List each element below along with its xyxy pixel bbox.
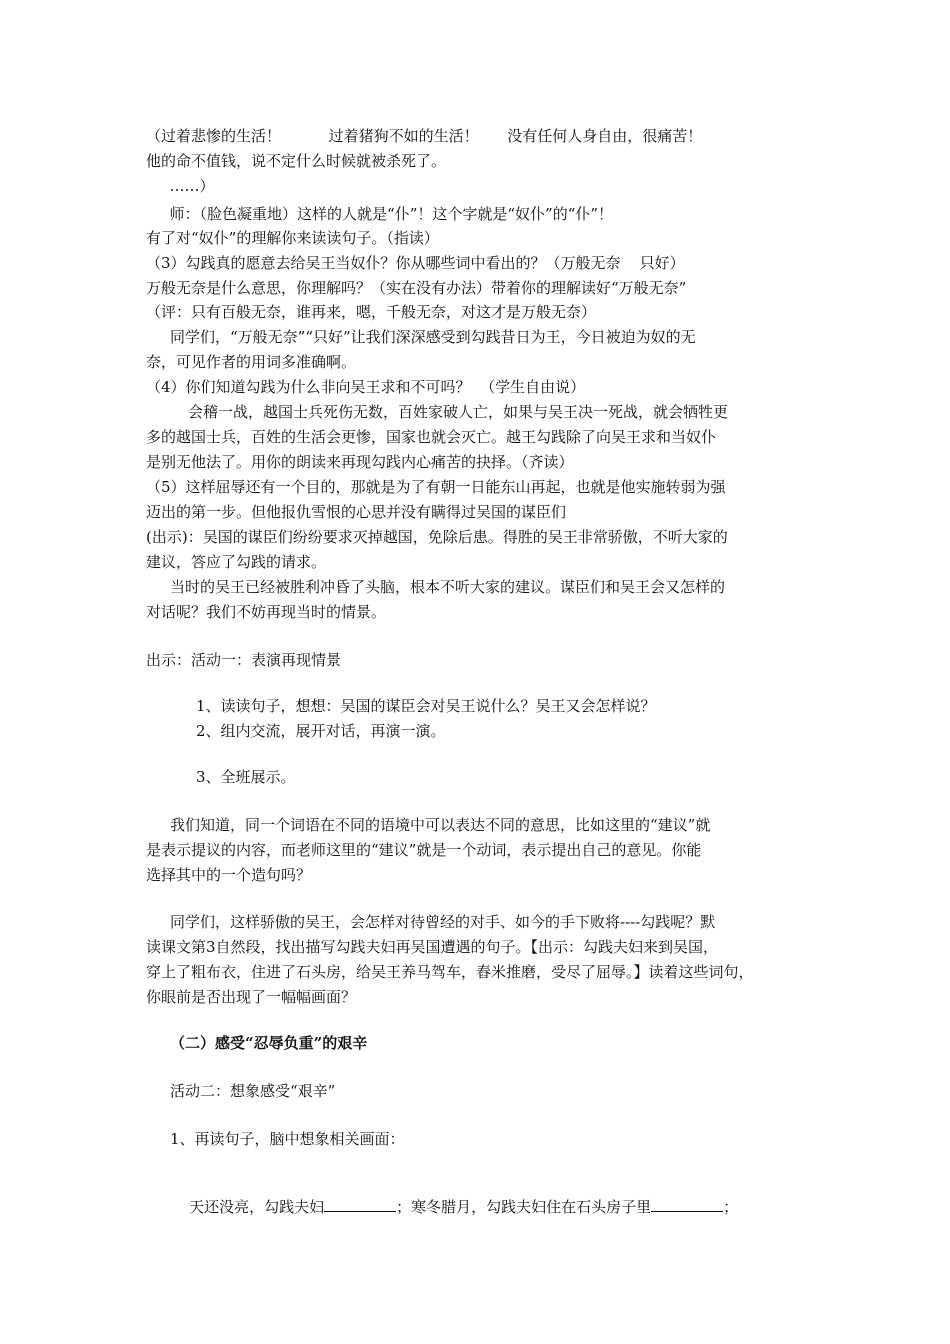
list-item: 1、再读句子，脑中想象相关画面：: [170, 1130, 405, 1148]
text-line: 奈，可见作者的用词多准确啊。: [146, 353, 357, 371]
list-item: 2、组内交流，展开对话，再演一演。: [196, 722, 446, 740]
text-line: 师：（脸色凝重地）这样的人就是“仆”！这个字就是“奴仆”的“仆”！: [160, 205, 614, 223]
text-line: 我们知道，同一个词语在不同的语境中可以表达不同的意思，比如这里的“建议”就: [170, 816, 711, 834]
text-line: 读课文第3自然段，找出描写勾践夫妇再吴国遭遇的句子。【出示：勾践夫妇来到吴国，: [146, 938, 719, 956]
text-line: 同学们，“万般无奈”“只好”让我们深深感受到勾践昔日为王，今日被迫为奴的无: [170, 328, 696, 346]
text-line: 是表示提议的内容，而老师这里的“建议”就是一个动词，表示提出自己的意见。你能: [146, 841, 702, 859]
text-line: ……）: [160, 177, 215, 195]
text-line: 建议，答应了勾践的请求。: [146, 553, 327, 571]
text-line: 万般无奈是什么意思，你理解吗？（实在没有办法）带着你的理解读好“万般无奈”: [146, 279, 687, 297]
activity-heading: 活动二：想象感受“艰辛”: [170, 1082, 336, 1100]
text-line: 多的越国士兵，百姓的生活会更惨，国家也就会灭亡。越王勾践除了向吴王求和当奴仆: [146, 428, 717, 446]
list-item: 3、全班展示。: [196, 768, 296, 786]
text-line: （5）这样屈辱还有一个目的，那就是为了有朝一日能东山再起，也就是他实施转弱为强: [146, 478, 726, 496]
text-line: （评：只有百般无奈，谁再来，嗯，千般无奈，对这才是万般无奈）: [146, 303, 597, 321]
text-line: 会稽一战，越国士兵死伤无数，百姓家破人亡，如果与吴王决一死战，就会牺牲更: [188, 403, 729, 421]
text-line: 对话呢？我们不妨再现当时的情景。: [146, 603, 387, 621]
text-line: 同学们，这样骄傲的吴王，会怎样对待曾经的对手、如今的手下败将----勾践呢？默: [170, 913, 716, 931]
fill-in-line: [170, 1177, 738, 1237]
list-item: 1、读读句子，想想：吴国的谋臣会对吴王说什么？吴王又会怎样说？: [196, 697, 656, 715]
fill-in-blank[interactable]: [651, 1197, 723, 1212]
fill-in-text: ；: [723, 1198, 739, 1216]
section-heading: （二）感受“忍辱负重”的艰辛: [170, 1034, 368, 1052]
text-line: （过着悲惨的生活！ 过着猪狗不如的生活！ 没有任何人身自由，很痛苦！: [146, 127, 703, 145]
fill-in-text: ；寒冬腊月，勾践夫妇住在石头房子里: [396, 1198, 652, 1216]
text-line: 他的命不值钱，说不定什么时候就被杀死了。: [146, 152, 447, 170]
fill-in-blank[interactable]: [324, 1197, 396, 1212]
text-line: 迈出的第一步。但他报仇雪恨的心思并没有瞒得过吴国的谋臣们: [146, 503, 567, 521]
text-line: 有了对“奴仆”的理解你来读读句子。（指读）: [146, 229, 439, 247]
text-line: (出示)：吴国的谋臣们纷纷要求灭掉越国，免除后患。得胜的吴王非常骄傲，不听大家的: [146, 528, 728, 546]
activity-heading: 出示：活动一：表演再现情景: [146, 651, 342, 669]
text-line: 穿上了粗布衣，住进了石头房，给吴王养马驾车，舂米推磨，受尽了屈辱。】读着这些词句，: [146, 963, 754, 981]
fill-in-text: 天还没亮，勾践夫妇: [189, 1198, 325, 1216]
text-line: 是别无他法了。用你的朗读来再现勾践内心痛苦的抉择。（齐读）: [146, 453, 574, 471]
text-line: 选择其中的一个造句吗？: [146, 866, 312, 884]
text-line: 当时的吴王已经被胜利冲昏了头脑，根本不听大家的建议。谋臣们和吴王会又怎样的: [170, 578, 726, 596]
text-line: 你眼前是否出现了一幅幅画面？: [146, 988, 357, 1006]
text-line: （4）你们知道勾践为什么非向吴王求和不可吗？ （学生自由说）: [146, 378, 586, 396]
text-line: （3）勾践真的愿意去给吴王当奴仆？你从哪些词中看出的？（万般无奈 只好）: [146, 254, 685, 272]
